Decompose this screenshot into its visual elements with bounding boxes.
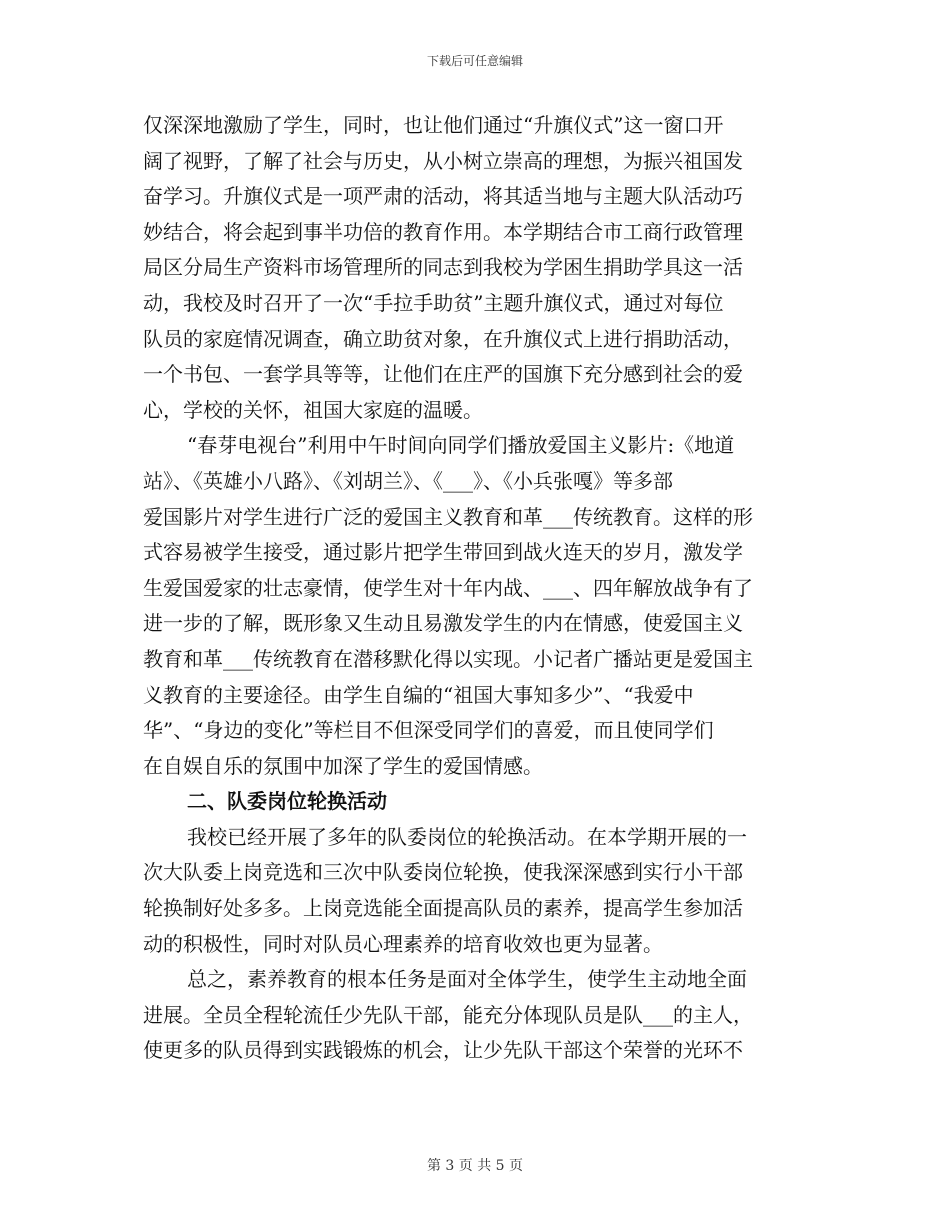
document-body [143, 108, 803, 1069]
text-line: 队员的家庭情况调查，确立助贫对象，在升旗仪式上进行捐助活动， [143, 326, 743, 351]
text-line: 阔了视野，了解了社会与历史，从小树立崇高的理想，为振兴祖国发 [143, 148, 743, 173]
text-line: 进展。全员全程轮流任少先队干部，能充分体现队员是队___的主人， [143, 1002, 753, 1027]
page-header: 下载后可任意编辑 [426, 54, 523, 68]
text-line: 次大队委上岗竞选和三次中队委岗位轮换，使我深深感到实行小干部 [143, 860, 743, 885]
text-line: 使更多的队员得到实践锻炼的机会，让少先队干部这个荣誉的光环不 [143, 1038, 743, 1063]
text-line: 教育和革___传统教育在潜移默化得以实现。小记者广播站更是爱国主 [143, 646, 753, 671]
paragraph-start-line: 总之，素养教育的根本任务是面对全体学生，使学生主动地全面 [187, 967, 747, 992]
text-line: 心，学校的关怀，祖国大家庭的温暖。 [143, 397, 483, 422]
text-line: 式容易被学生接受，通过影片把学生带回到战火连天的岁月，激发学 [143, 540, 743, 565]
page-number: 第 3 页 共 5 页 [426, 1158, 524, 1174]
text-line: 仅深深地激励了学生，同时，也让他们通过“升旗仪式”这一窗口开 [143, 113, 724, 137]
text-line: 生爱国爱家的壮志豪情，使学生对十年内战、___、四年解放战争有了 [143, 575, 753, 600]
text-line: 爱国影片对学生进行广泛的爱国主义教育和革___传统教育。这样的形 [143, 504, 753, 529]
text-line: 一个书包、一套学具等等，让他们在庄严的国旗下充分感到社会的爱 [143, 362, 743, 387]
paragraph-start-line: “春芽电视台”利用中午时间向同学们播放爱国主义影片:《地道 [187, 433, 735, 458]
text-line: 动，我校及时召开了一次“手拉手助贫”主题升旗仪式，通过对每位 [143, 290, 724, 315]
text-line: 局区分局生产资料市场管理所的同志到我校为学困生捐助学具这一活 [143, 255, 743, 280]
text-line: 义教育的主要途径。由学生自编的“祖国大事知多少”、“我爱中 [143, 682, 694, 707]
text-line: 轮换制好处多多。上岗竞选能全面提高队员的素养，提高学生参加活 [143, 896, 743, 921]
text-line: 进一步的了解，既形象又生动且易激发学生的内在情感，使爱国主义 [143, 611, 743, 636]
paragraph-start-line: 我校已经开展了多年的队委岗位的轮换活动。在本学期开展的一 [187, 824, 747, 849]
text-line: 华”、“身边的变化”等栏目不但深受同学们的喜爱，而且使同学们 [143, 718, 714, 743]
text-line: 在自娱自乐的氛围中加深了学生的爱国情感。 [143, 753, 543, 778]
text-line: 奋学习。升旗仪式是一项严肃的活动，将其适当地与主题大队活动巧 [143, 184, 743, 209]
text-line: 站》、《英雄小八路》、《刘胡兰》、《___》、《小兵张嘎》等多部 [143, 468, 673, 493]
text-line: 动的积极性，同时对队员心理素养的培育收效也更为显著。 [143, 931, 663, 956]
text-line: 妙结合，将会起到事半功倍的教育作用。本学期结合市工商行政管理 [143, 219, 743, 244]
section-heading: 二、队委岗位轮换活动 [187, 789, 387, 814]
